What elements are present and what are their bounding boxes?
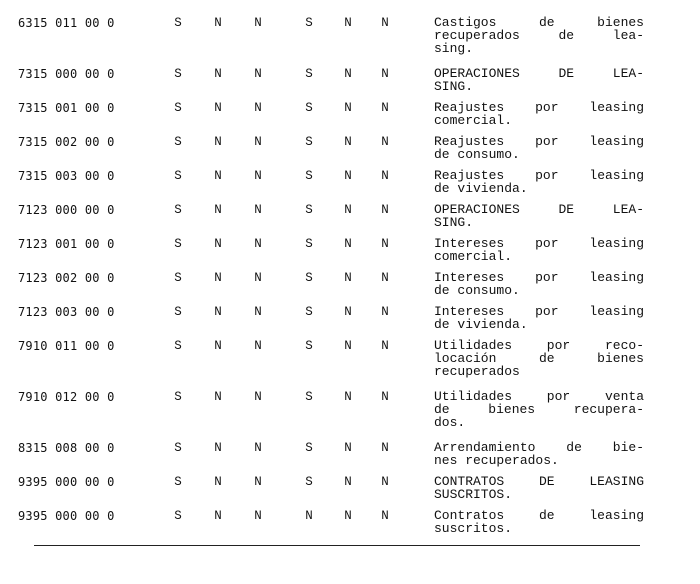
account-description — [434, 509, 644, 535]
table-row — [0, 441, 700, 475]
flag-cell: N — [344, 101, 352, 115]
flag-cell: N — [214, 339, 222, 353]
description-line: locación de bienes — [434, 351, 644, 366]
description-line: recuperados de lea- — [434, 28, 644, 43]
description-line: comercial. — [434, 249, 513, 264]
description-line: CONTRATOS DE LEASING — [434, 474, 644, 489]
flag-cell: S — [305, 237, 313, 251]
flag-cell: N — [254, 237, 262, 251]
description-line: suscritos. — [434, 521, 513, 536]
flag-cell: N — [254, 101, 262, 115]
flag-cell: N — [344, 203, 352, 217]
flag-cell: N — [344, 271, 352, 285]
flag-cell: N — [381, 169, 389, 183]
flag-cell: N — [214, 305, 222, 319]
description-line: de bienes recupera- — [434, 402, 644, 417]
account-code: 7315 001 00 0 — [18, 101, 115, 115]
account-code: 7123 002 00 0 — [18, 271, 115, 285]
description-line: sing. — [434, 41, 474, 56]
description-line: Contratos de leasing — [434, 508, 644, 523]
flag-cell: N — [214, 509, 222, 523]
flag-cell: N — [214, 203, 222, 217]
account-description — [434, 16, 644, 55]
flag-cell: S — [174, 509, 182, 523]
account-code: 7315 003 00 0 — [18, 169, 115, 183]
table-row — [0, 475, 700, 509]
flag-cell: N — [381, 509, 389, 523]
flag-cell: N — [254, 475, 262, 489]
flag-cell: S — [305, 441, 313, 455]
flag-cell: N — [344, 390, 352, 404]
flag-cell: N — [254, 271, 262, 285]
description-line: SUSCRITOS. — [434, 487, 513, 502]
account-code: 7123 001 00 0 — [18, 237, 115, 251]
account-description — [434, 169, 644, 195]
account-code: 8315 008 00 0 — [18, 441, 115, 455]
table-row — [0, 390, 700, 441]
flag-cell: N — [254, 67, 262, 81]
flag-cell: S — [305, 475, 313, 489]
flag-cell: N — [305, 509, 313, 523]
flag-cell: S — [305, 101, 313, 115]
flag-cell: N — [344, 305, 352, 319]
description-line: de consumo. — [434, 283, 520, 298]
flag-cell: S — [174, 101, 182, 115]
flag-cell: N — [381, 271, 389, 285]
flag-cell: S — [305, 339, 313, 353]
flag-cell: N — [214, 475, 222, 489]
account-table — [0, 16, 700, 543]
description-line: Intereses por leasing — [434, 270, 644, 285]
description-line: de consumo. — [434, 147, 520, 162]
table-row — [0, 237, 700, 271]
table-row — [0, 67, 700, 101]
description-line: de vivienda. — [434, 181, 528, 196]
description-line: OPERACIONES DE LEA- — [434, 66, 644, 81]
table-row — [0, 339, 700, 390]
account-description — [434, 203, 644, 229]
flag-cell: N — [214, 441, 222, 455]
flag-cell: N — [254, 305, 262, 319]
table-row — [0, 101, 700, 135]
description-line: Utilidades por venta — [434, 389, 644, 404]
flag-cell: N — [254, 203, 262, 217]
description-line: Intereses por leasing — [434, 236, 644, 251]
account-description — [434, 271, 644, 297]
flag-cell: N — [381, 101, 389, 115]
flag-cell: N — [344, 169, 352, 183]
flag-cell: N — [214, 271, 222, 285]
account-code: 7123 003 00 0 — [18, 305, 115, 319]
description-line: recuperados — [434, 364, 520, 379]
description-line: Reajustes por leasing — [434, 168, 644, 183]
table-row — [0, 135, 700, 169]
description-line: dos. — [434, 415, 466, 430]
flag-cell: N — [381, 67, 389, 81]
flag-cell: N — [254, 441, 262, 455]
account-description — [434, 101, 644, 127]
description-line: Arrendamiento de bie- — [434, 440, 644, 455]
flag-cell: N — [254, 169, 262, 183]
flag-cell: S — [305, 271, 313, 285]
flag-cell: N — [214, 101, 222, 115]
flag-cell: S — [174, 271, 182, 285]
table-row — [0, 509, 700, 543]
flag-cell: N — [254, 16, 262, 30]
flag-cell: N — [381, 237, 389, 251]
description-line: Reajustes por leasing — [434, 100, 644, 115]
description-line: SING. — [434, 215, 474, 230]
account-description — [434, 339, 644, 378]
flag-cell: N — [214, 16, 222, 30]
flag-cell: N — [381, 203, 389, 217]
flag-cell: N — [381, 390, 389, 404]
flag-cell: N — [214, 169, 222, 183]
table-row — [0, 169, 700, 203]
flag-cell: N — [214, 135, 222, 149]
description-line: SING. — [434, 79, 474, 94]
flag-cell: S — [174, 203, 182, 217]
flag-cell: N — [254, 135, 262, 149]
flag-cell: N — [381, 135, 389, 149]
flag-cell: N — [214, 237, 222, 251]
flag-cell: S — [305, 67, 313, 81]
account-code: 7315 002 00 0 — [18, 135, 115, 149]
description-line: OPERACIONES DE LEA- — [434, 202, 644, 217]
flag-cell: N — [254, 339, 262, 353]
flag-cell: S — [174, 339, 182, 353]
flag-cell: N — [381, 475, 389, 489]
flag-cell: N — [214, 390, 222, 404]
flag-cell: S — [174, 441, 182, 455]
account-code: 6315 011 00 0 — [18, 16, 115, 30]
account-code: 7910 012 00 0 — [18, 390, 115, 404]
table-row — [0, 305, 700, 339]
description-line: de vivienda. — [434, 317, 528, 332]
flag-cell: N — [344, 339, 352, 353]
flag-cell: S — [305, 169, 313, 183]
flag-cell: S — [305, 203, 313, 217]
flag-cell: N — [344, 237, 352, 251]
flag-cell: S — [174, 237, 182, 251]
flag-cell: N — [344, 441, 352, 455]
description-line: nes recuperados. — [434, 453, 559, 468]
flag-cell: S — [174, 390, 182, 404]
flag-cell: N — [214, 67, 222, 81]
description-line: comercial. — [434, 113, 513, 128]
table-row — [0, 203, 700, 237]
flag-cell: S — [174, 16, 182, 30]
flag-cell: N — [381, 16, 389, 30]
account-description — [434, 305, 644, 331]
account-description — [434, 237, 644, 263]
flag-cell: N — [254, 390, 262, 404]
bottom-rule — [34, 545, 640, 546]
flag-cell: S — [174, 305, 182, 319]
description-line: Utilidades por reco- — [434, 338, 644, 353]
account-code: 7123 000 00 0 — [18, 203, 115, 217]
flag-cell: N — [344, 16, 352, 30]
table-row — [0, 16, 700, 67]
flag-cell: N — [254, 509, 262, 523]
flag-cell: S — [305, 135, 313, 149]
account-description — [434, 67, 644, 93]
flag-cell: S — [305, 390, 313, 404]
account-description — [434, 135, 644, 161]
flag-cell: S — [174, 475, 182, 489]
flag-cell: S — [174, 169, 182, 183]
flag-cell: N — [344, 67, 352, 81]
description-line: Intereses por leasing — [434, 304, 644, 319]
account-description — [434, 441, 644, 467]
account-description — [434, 475, 644, 501]
flag-cell: S — [305, 305, 313, 319]
flag-cell: N — [344, 509, 352, 523]
flag-cell: N — [381, 339, 389, 353]
flag-cell: N — [344, 475, 352, 489]
description-line: Castigos de bienes — [434, 15, 644, 30]
table-row — [0, 271, 700, 305]
flag-cell: N — [381, 441, 389, 455]
account-code: 9395 000 00 0 — [18, 509, 115, 523]
flag-cell: S — [174, 67, 182, 81]
account-description — [434, 390, 644, 429]
account-code: 9395 000 00 0 — [18, 475, 115, 489]
flag-cell: N — [344, 135, 352, 149]
flag-cell: S — [174, 135, 182, 149]
flag-cell: N — [381, 305, 389, 319]
account-code: 7910 011 00 0 — [18, 339, 115, 353]
description-line: Reajustes por leasing — [434, 134, 644, 149]
flag-cell: S — [305, 16, 313, 30]
account-code: 7315 000 00 0 — [18, 67, 115, 81]
